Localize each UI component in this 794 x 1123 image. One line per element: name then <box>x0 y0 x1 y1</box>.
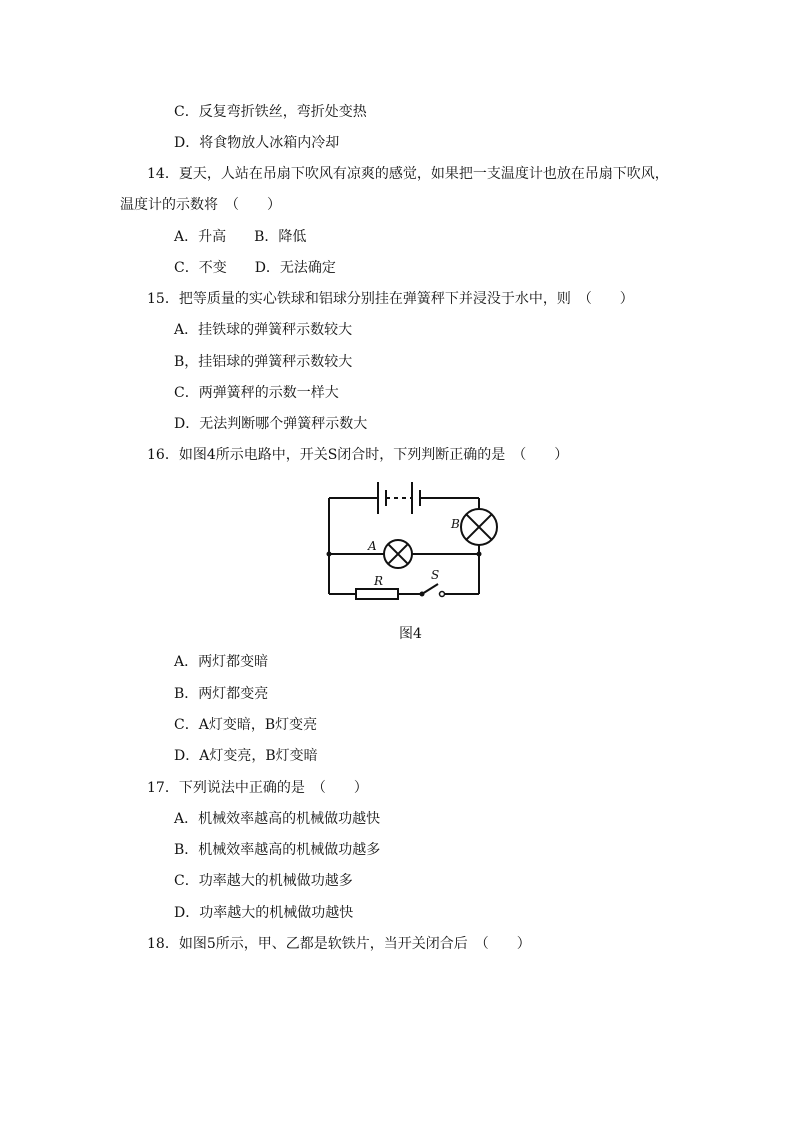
junction <box>327 552 332 557</box>
q13-option-c: C．反复弯折铁丝，弯折处变热 <box>174 104 367 120</box>
q17-option-d: D．功率越大的机械做功越快 <box>174 905 354 921</box>
resistor-r <box>356 589 398 599</box>
q14-options-ab: A．升高 B．降低 <box>174 229 307 245</box>
label-b: B <box>451 517 460 531</box>
q17-option-a: A．机械效率越高的机械做功越快 <box>174 811 381 827</box>
q16-option-b: B．两灯都变亮 <box>174 686 269 702</box>
circuit-diagram-figure-4 <box>320 478 500 608</box>
q14-options-cd: C．不变 D．无法确定 <box>174 260 336 276</box>
q14-stem-continued: 温度计的示数将 （ ） <box>120 197 281 213</box>
q18-stem: 18．如图5所示，甲、乙都是软铁片，当开关闭合后 （ ） <box>147 936 531 952</box>
label-r: R <box>374 574 384 588</box>
q15-option-b: B，挂铝球的弹簧秤示数较大 <box>174 354 353 370</box>
q15-stem: 15．把等质量的实心铁球和铝球分别挂在弹簧秤下并浸没于水中，则 （ ） <box>147 291 634 307</box>
q17-option-c: C．功率越大的机械做功越多 <box>174 873 353 889</box>
figure-caption: 图4 <box>399 626 422 642</box>
q17-option-b: B．机械效率越高的机械做功越多 <box>174 842 381 858</box>
q14-stem: 14．夏天，人站在吊扇下吹风有凉爽的感觉，如果把一支温度计也放在吊扇下吹风， <box>147 166 669 182</box>
label-a: A <box>368 539 377 553</box>
switch-contact <box>440 592 445 597</box>
q13-option-d: D．将食物放人冰箱内冷却 <box>174 135 340 151</box>
q16-option-a: A．两灯都变暗 <box>174 654 269 670</box>
switch-s <box>422 584 438 594</box>
q17-stem: 17．下列说法中正确的是 （ ） <box>147 780 368 796</box>
q15-option-d: D．无法判断哪个弹簧秤示数大 <box>174 416 368 432</box>
q16-option-c: C．A灯变暗，B灯变亮 <box>174 717 318 733</box>
q16-stem: 16．如图4所示电路中，开关S闭合时，下列判断正确的是 （ ） <box>147 447 569 463</box>
junction <box>477 552 482 557</box>
switch-pivot <box>420 592 425 597</box>
q16-option-d: D．A灯变亮，B灯变暗 <box>174 748 318 764</box>
q15-option-c: C．两弹簧秤的示数一样大 <box>174 385 339 401</box>
q15-option-a: A．挂铁球的弹簧秤示数较大 <box>174 322 353 338</box>
label-s: S <box>431 568 440 582</box>
